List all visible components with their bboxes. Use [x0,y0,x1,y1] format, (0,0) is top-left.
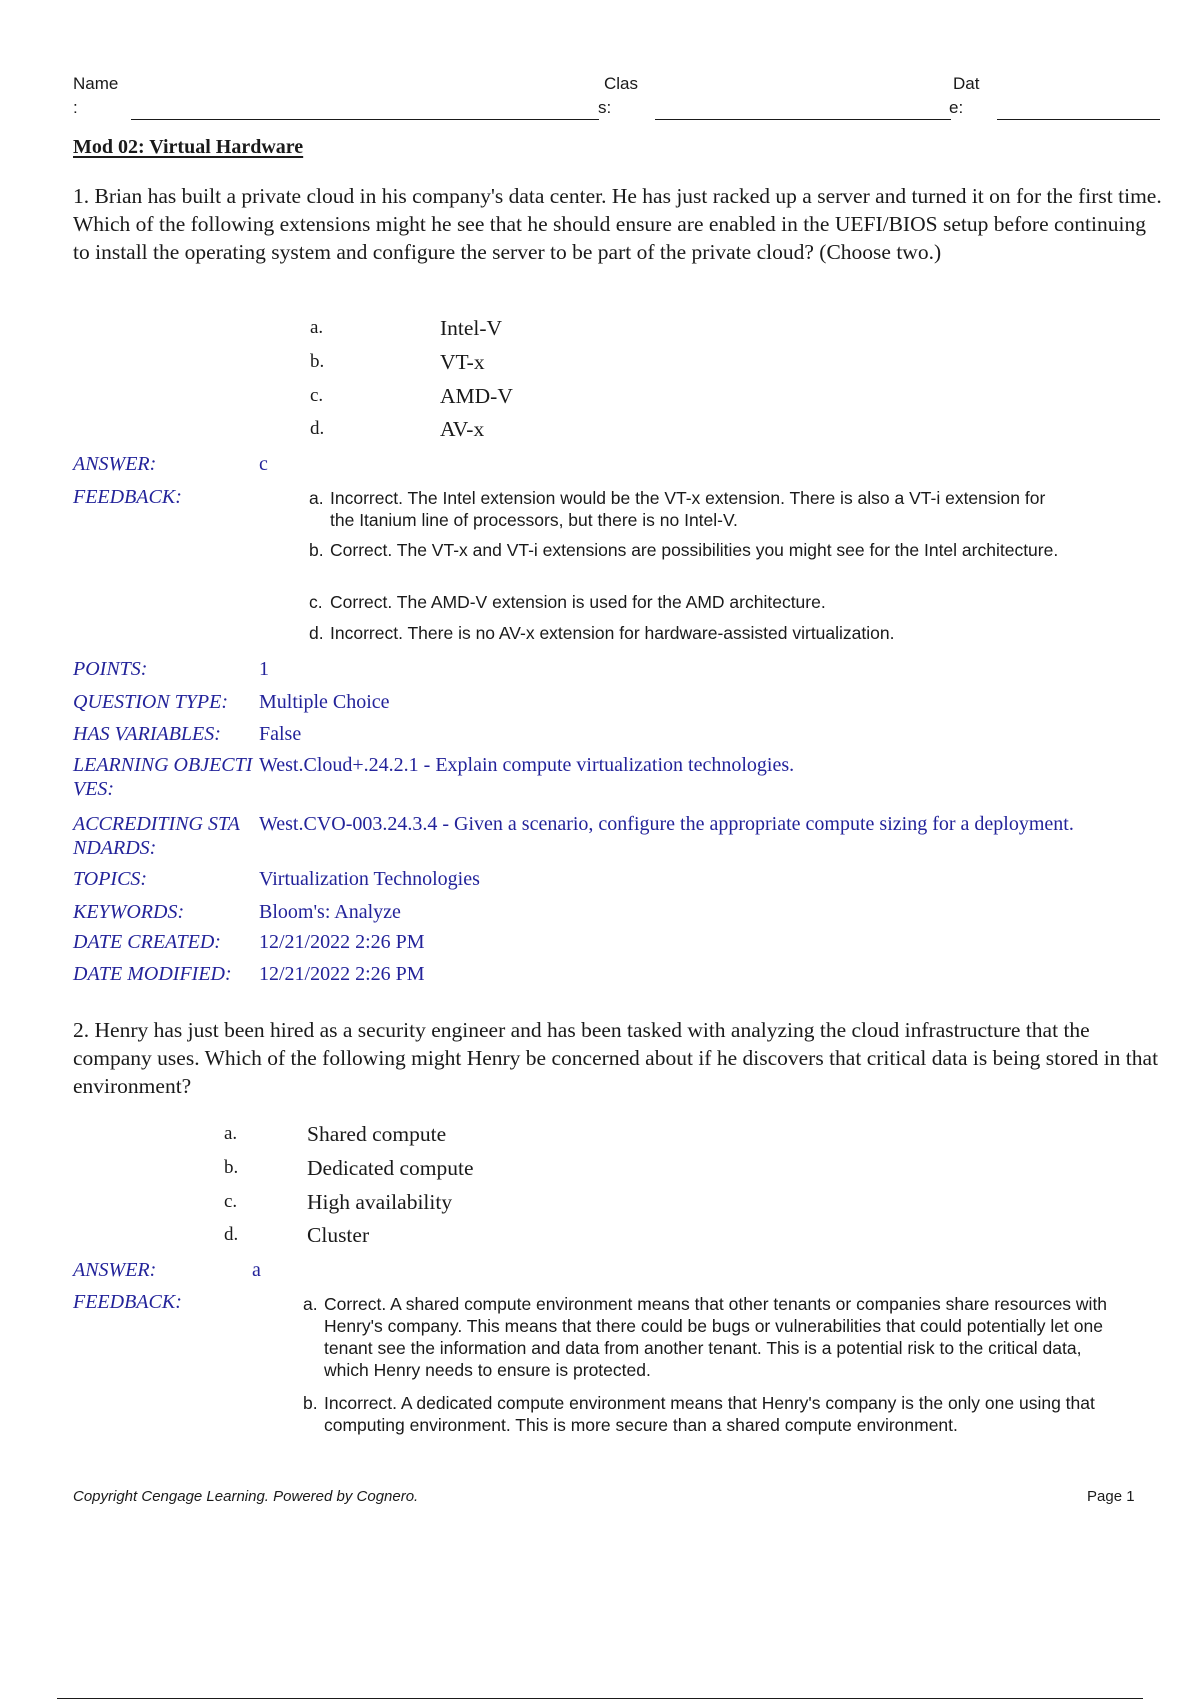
q1-date-modified-label: DATE MODIFIED: [73,963,232,985]
q1-option-b-text: VT-x [440,350,485,374]
q1-option-a-letter: a. [310,317,324,338]
q1-keywords-value: Bloom's: Analyze [259,901,401,923]
q1-date-created-value: 12/21/2022 2:26 PM [259,931,425,953]
q1-answer-value: c [259,453,268,475]
q1-learning-objectives-value: West.Cloud+.24.2.1 - Explain compute virtualization technologies. [259,754,795,776]
q1-points-label: POINTS: [73,658,148,680]
q2-feedback-item [303,1392,1123,1436]
class-label-colon: s: [598,98,612,117]
q2-feedback-b-letter: b. [303,1393,318,1413]
class-field[interactable] [655,119,951,120]
q2-option-c-letter: c. [224,1191,238,1212]
q1-feedback-b-letter: b. [309,540,324,560]
q2-feedback-b-text: Incorrect. A dedicated compute environment means that Henry's company is the only one using that computing environment. This is more secure than a shared compute environment. [324,1393,1095,1435]
q1-question-type-value: Multiple Choice [259,691,390,713]
q1-feedback-b-text: Correct. The VT-x and VT-i extensions are possibilities you might see for the Intel architecture. [330,540,1059,560]
q1-date-modified-value: 12/21/2022 2:26 PM [259,963,425,985]
q1-feedback-label: FEEDBACK: [73,486,182,508]
q1-question-type-label: QUESTION TYPE: [73,691,229,713]
name-label: Name [73,74,119,93]
document-title: Mod 02: Virtual Hardware [73,136,304,158]
q1-option-d-letter: d. [310,418,325,439]
q1-option-d-text: AV-x [440,417,485,441]
q1-feedback-d-letter: d. [309,623,324,643]
q1-feedback-d-text: Incorrect. There is no AV-x extension for hardware-assisted virtualization. [330,623,895,643]
q1-date-created-label: DATE CREATED: [73,931,221,953]
q2-option-a-text: Shared compute [307,1122,447,1146]
q2-feedback-a-letter: a. [303,1294,318,1314]
q2-option-a-letter: a. [224,1123,238,1144]
question-1-text: 1. Brian has built a private cloud in his company's data center. He has just racked up a server and turned it on for the first time. Which of the following extensions might he see that he should ensure are enabled in the UEFI/BIOS setup before continuing to install the operating system and configure the server to be part of the private cloud? (Choose two.) [73,184,1162,264]
q2-feedback-a-text: Correct. A shared compute environment means that other tenants or companies share resources with Henry's company. This means that there could be bugs or vulnerabilities that could potentially let one tenant see the information and data from another tenant. This is a potential risk to the critical data, which Henry needs to ensure is protected. [324,1294,1108,1380]
q2-feedback-label: FEEDBACK: [73,1291,182,1313]
date-label: Dat [953,74,980,93]
q1-option-b-letter: b. [310,351,325,372]
q2-answer-value: a [252,1259,261,1281]
q1-feedback-a-letter: a. [309,488,324,508]
q1-feedback-a-text: Incorrect. The Intel extension would be the VT-x extension. There is also a VT-i extension for the Itanium line of processors, but there is no Intel-V. [330,488,1046,530]
q1-has-variables-label: HAS VARIABLES: [73,723,221,745]
q2-option-d-letter: d. [224,1224,239,1245]
q1-topics-value: Virtualization Technologies [259,868,480,890]
q2-answer-label: ANSWER: [73,1259,157,1281]
date-field[interactable] [997,119,1160,120]
q2-option-c-text: High availability [307,1190,453,1214]
date-label-colon: e: [949,98,964,117]
question-2-text: 2. Henry has just been hired as a security engineer and has been tasked with analyzing the cloud infrastructure that the company uses. Which of the following might Henry be concerned about if he discovers that critical data is being stored in that environment? [73,1018,1159,1098]
q1-feedback-item [309,591,1069,613]
q1-accrediting-standards-label: ACCREDITING STANDARDS: [73,813,240,859]
q1-feedback-c-text: Correct. The AMD-V extension is used for the AMD architecture. [330,592,826,612]
q2-option-b-letter: b. [224,1157,239,1178]
q1-feedback-c-letter: c. [309,592,323,612]
q1-has-variables-value: False [259,723,302,745]
name-field[interactable] [131,119,599,120]
q1-option-c-letter: c. [310,385,324,406]
q1-feedback-item [309,622,1069,644]
q1-feedback-item [309,487,1069,531]
q1-topics-label: TOPICS: [73,868,148,890]
page-bottom-divider [57,1698,1143,1699]
q1-answer-label: ANSWER: [73,453,157,475]
q1-keywords-label: KEYWORDS: [73,901,185,923]
q2-option-d-text: Cluster [307,1223,370,1247]
q2-option-b-text: Dedicated compute [307,1156,474,1180]
q1-learning-objectives-label: LEARNING OBJECTIVES: [73,754,253,800]
copyright-footer: Copyright Cengage Learning. Powered by Cognero. [73,1488,419,1505]
q1-accrediting-standards-value: West.CVO-003.24.3.4 - Given a scenario, configure the appropriate compute sizing for a deployment. [259,813,1074,835]
q1-points-value: 1 [259,658,269,680]
page-number: Page 1 [1087,1488,1135,1505]
q1-feedback-item [309,539,1069,561]
q2-feedback-item [303,1293,1123,1381]
q1-option-c-text: AMD-V [440,384,513,408]
q1-option-a-text: Intel-V [440,316,503,340]
class-label: Clas [604,74,639,93]
name-label-colon: : [73,98,78,117]
